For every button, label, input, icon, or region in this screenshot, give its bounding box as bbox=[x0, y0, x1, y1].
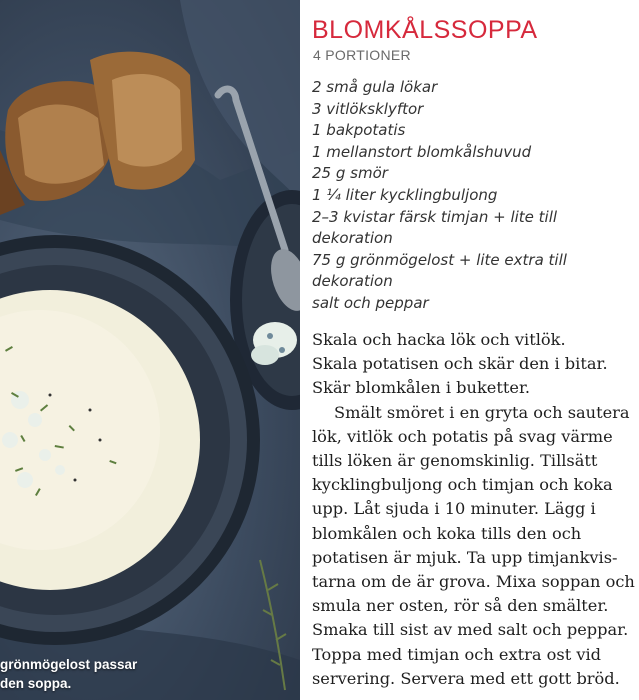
method-line: tarna om de är grova. Mixa soppan och bbox=[312, 572, 635, 592]
method-line: Smält smöret i en gryta och sautera bbox=[334, 402, 630, 422]
caption-line-1: grönmögelost passar bbox=[0, 657, 138, 672]
ingredient-item: 2 små gula lökar bbox=[312, 78, 438, 96]
ingredient-item: 1 bakpotatis bbox=[312, 121, 406, 140]
method-line: lök, vitlök och potatis på svag värme bbox=[312, 426, 613, 446]
ingredient-list bbox=[312, 77, 567, 315]
ingredient-item: 2–3 kvistar färsk timjan + lite till bbox=[312, 207, 558, 226]
caption-line-2: den soppa. bbox=[0, 676, 72, 691]
method-line: potatisen är mjuk. Ta upp timjankvis- bbox=[312, 547, 618, 567]
ingredient-item: 1 ¼ liter kycklingbuljong bbox=[312, 185, 498, 204]
soup-bowl bbox=[0, 235, 260, 645]
ingredient-item: 1 mellanstort blomkålshuvud bbox=[312, 142, 532, 161]
method-line: smula ner osten, rör så den smälter. bbox=[312, 596, 609, 616]
method-line: servering. Servera med ett gott bröd. bbox=[312, 668, 620, 688]
soup-photo bbox=[0, 0, 300, 700]
method-line: blomkålen och koka tills den och bbox=[312, 523, 582, 543]
ingredient-item: 25 g smör bbox=[312, 164, 388, 183]
method-line: Skär blomkålen i buketter. bbox=[312, 378, 531, 398]
photo-caption bbox=[0, 655, 137, 693]
ingredient-item: salt och peppar bbox=[312, 293, 429, 312]
recipe-title: BLOMKÅLSSOPPA bbox=[312, 16, 538, 44]
method-line: tills löken är genomskinlig. Tillsätt bbox=[312, 451, 598, 471]
method-line: upp. Låt sjuda i 10 minuter. Lägg i bbox=[312, 499, 596, 519]
method-line: kycklingbuljong och timjan och koka bbox=[312, 475, 613, 495]
method-line: Skala potatisen och skär den i bitar. bbox=[312, 354, 608, 374]
method-line: Smaka till sist av med salt och peppar. bbox=[312, 620, 629, 640]
soup-illustration bbox=[0, 0, 300, 700]
ingredient-item: 3 vitlöksklyftor bbox=[312, 99, 424, 118]
ingredient-item: dekoration bbox=[312, 272, 393, 291]
ingredient-item: dekoration bbox=[312, 229, 393, 248]
method-line: Skala och hacka lök och vitlök. bbox=[312, 330, 566, 349]
recipe-servings: 4 PORTIONER bbox=[313, 47, 411, 63]
method-line: Toppa med timjan och extra ost vid bbox=[312, 644, 602, 664]
method-text bbox=[312, 328, 635, 691]
ingredient-item: 75 g grönmögelost + lite extra till bbox=[312, 250, 567, 269]
